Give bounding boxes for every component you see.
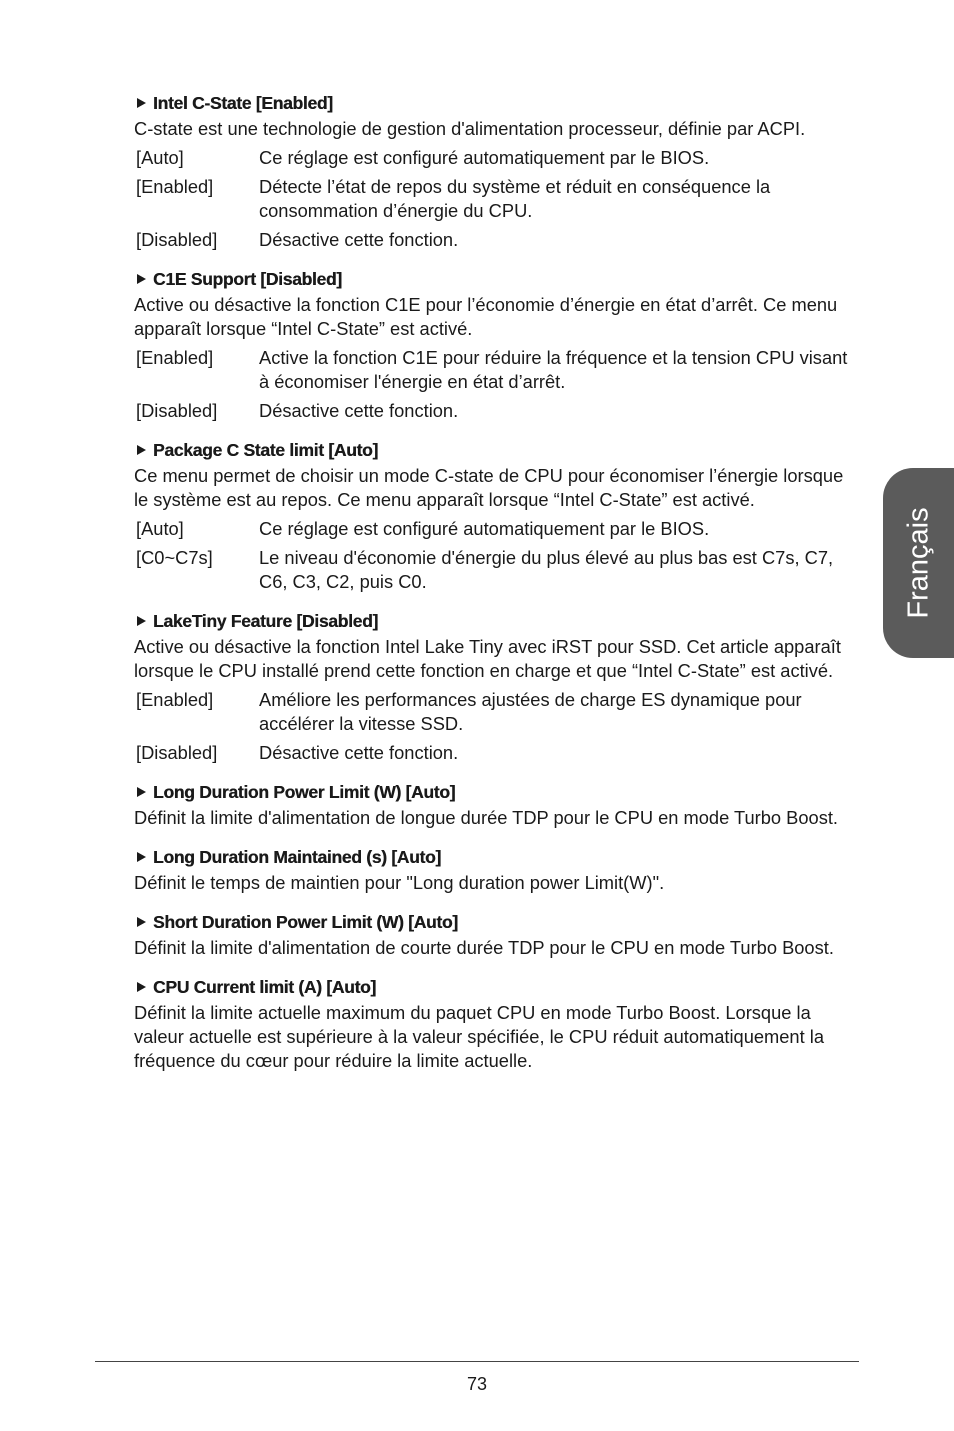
option-text: Désactive cette fonction. [259,400,459,421]
option-row [134,228,858,252]
section-package-c-state-limit [134,437,858,594]
section-description: Définit le temps de maintien pour "Long duration power Limit(W)". [134,872,665,893]
option-row [134,146,858,170]
section-title: LakeTiny Feature [Disabled] [153,611,378,631]
option-text: Ce réglage est configuré automatiquement par le BIOS. [259,518,710,539]
section-title: Short Duration Power Limit (W) [Auto] [153,912,458,932]
section-intel-c-state [134,90,858,252]
option-key: [Disabled] [136,742,218,763]
section-description: Ce menu permet de choisir un mode C-state de CPU pour économiser l’énergie lorsque le système est au repos. Ce menu apparaît lorsque “Intel C-State” est activé. [134,465,844,510]
section-heading [134,608,858,634]
language-tab-label: Français [902,507,934,619]
document-body [134,90,858,1087]
section-title: CPU Current limit (A) [Auto] [153,977,376,997]
section-description: Définit la limite actuelle maximum du paquet CPU en mode Turbo Boost. Lorsque la valeur actuelle est supérieure à la valeur spécifiée, le CPU réduit automatiquement la fréquence du cœur pour réduire la limite actuelle. [134,1002,824,1071]
option-text: Détecte l’état de repos du système et réduit en conséquence la consommation d’énergie du CPU. [259,176,771,221]
section-heading [134,974,858,1000]
section-title: C1E Support [Disabled] [153,269,342,289]
option-row [134,741,858,765]
option-key: [Enabled] [136,176,214,197]
option-row [134,175,858,223]
section-title: Long Duration Power Limit (W) [Auto] [153,782,456,802]
option-row [134,346,858,394]
option-text: Désactive cette fonction. [259,229,459,250]
section-description: Active ou désactive la fonction Intel Lake Tiny avec iRST pour SSD. Cet article apparaît lorsque le CPU installé prend cette fonction en charge et que “Intel C-State” est activé. [134,636,841,681]
section-c1e-support [134,266,858,423]
triangle-bullet-icon [137,787,146,797]
section-long-duration-maintained [134,844,858,895]
section-heading [134,779,858,805]
triangle-bullet-icon [137,616,146,626]
section-title: Intel C-State [Enabled] [153,93,333,113]
section-description: Définit la limite d'alimentation de longue durée TDP pour le CPU en mode Turbo Boost. [134,807,838,828]
option-key: [Auto] [136,518,184,539]
section-title: Package C State limit [Auto] [153,440,378,460]
section-laketiny-feature [134,608,858,765]
triangle-bullet-icon [137,274,146,284]
option-row [134,688,858,736]
language-side-tab [883,468,954,658]
option-key: [Disabled] [136,400,218,421]
section-cpu-current-limit [134,974,858,1073]
section-heading [134,266,858,292]
footer-divider [95,1361,859,1362]
triangle-bullet-icon [137,445,146,455]
option-text: Ce réglage est configuré automatiquement par le BIOS. [259,147,710,168]
triangle-bullet-icon [137,917,146,927]
option-key: [C0~C7s] [136,547,213,568]
option-row [134,399,858,423]
section-description: Définit la limite d'alimentation de courte durée TDP pour le CPU en mode Turbo Boost. [134,937,834,958]
option-row [134,546,858,594]
option-key: [Auto] [136,147,184,168]
option-key: [Enabled] [136,689,214,710]
option-text: Améliore les performances ajustées de charge ES dynamique pour accélérer la vitesse SSD. [259,689,802,734]
section-heading [134,844,858,870]
option-text: Active la fonction C1E pour réduire la fréquence et la tension CPU visant à économiser l'énergie en état d’arrêt. [259,347,848,392]
page-number: 73 [466,1374,488,1394]
section-title: Long Duration Maintained (s) [Auto] [153,847,441,867]
option-text: Désactive cette fonction. [259,742,459,763]
triangle-bullet-icon [137,98,146,108]
section-heading [134,90,858,116]
option-key: [Disabled] [136,229,218,250]
section-heading [134,909,858,935]
section-description: C-state est une technologie de gestion d'alimentation processeur, définie par ACPI. [134,118,806,139]
section-description: Active ou désactive la fonction C1E pour l’économie d’énergie en état d’arrêt. Ce menu apparaît lorsque “Intel C-State” est activé. [134,294,838,339]
section-short-duration-power-limit [134,909,858,960]
option-key: [Enabled] [136,347,214,368]
triangle-bullet-icon [137,982,146,992]
section-heading [134,437,858,463]
option-text: Le niveau d'économie d'énergie du plus élevé au plus bas est C7s, C7, C6, C3, C2, puis C0. [259,547,834,592]
option-row [134,517,858,541]
section-long-duration-power-limit [134,779,858,830]
triangle-bullet-icon [137,852,146,862]
